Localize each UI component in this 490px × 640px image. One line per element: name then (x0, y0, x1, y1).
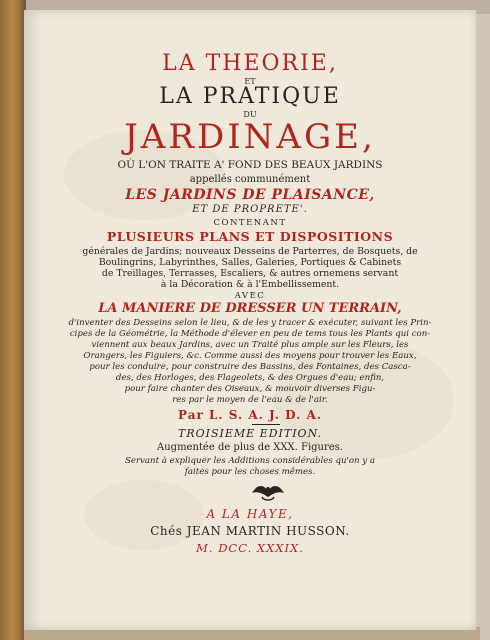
label-contenant: CONTENANT (213, 218, 287, 228)
subtitle-ou-lon: OÙ L'ON TRAITE A' FOND DES BEAUX JARDINS (117, 159, 383, 171)
servant-line-1: Servant à expliquer les Additions considérables qu'on y a (124, 456, 376, 466)
paragraph-line-6: des, des Horloges, des Flageolets, & des Orgues d'eau; enfin, (115, 373, 385, 383)
divider-rule (252, 424, 280, 425)
paragraph-line-4: Orangers, les Figuiers, &c. Comme aussi des moyens pour trouver les Eaux, (83, 351, 417, 361)
paragraph-line-1: d'inventer des Desseins selon le lieu, & de les y tracer & exécuter, suivant les Prin- (68, 318, 432, 328)
imprint-place: A LA HAYE, (206, 507, 294, 521)
title-et: ET (244, 77, 256, 86)
title-page (24, 10, 476, 630)
edition-line: TROISIEME EDITION. (178, 427, 322, 440)
paragraph-line-8: res par le moyen de l'eau & de l'air. (172, 395, 328, 405)
augmentee-line: Augmentée de plus de XXX. Figures. (157, 442, 343, 453)
subtitle-appelles: appellés communément (189, 174, 311, 185)
paragraph-line-3: viennent aux beaux Jardins, avec un Traité plus ample sur les Fleurs, les (91, 340, 409, 350)
imprint-printer: Chés JEAN MARTIN HUSSON. (150, 524, 350, 538)
paragraph-line-7: pour faire chanter des Oiseaux, & mouvoir diverses Figu- (124, 384, 376, 394)
printers-ornament-icon (248, 479, 288, 503)
heading-plusieurs-plans: PLUSIEURS PLANS ET DISPOSITIONS (106, 229, 394, 244)
paragraph-line-5: pour les conduire, pour construire des Bassins, des Fontaines, des Casca- (89, 362, 411, 372)
text-decoration: à la Décoration & à l'Embellissement. (160, 279, 340, 290)
title-jardinage: JARDINAGE, (124, 117, 376, 157)
author-line: Par L. S. A. J. D. A. (178, 408, 322, 422)
text-boulingrins: Boulingrins, Labyrinthes, Salles, Galeries, Portiques & Cabinets (98, 257, 402, 268)
title-la-pratique: LA PRATIQUE (159, 84, 341, 109)
title-la-theorie: LA THEORIE, (162, 51, 338, 76)
subtitle-et-proprete: ET DE PROPRETE'. (192, 204, 308, 215)
title-du: DU (243, 110, 257, 119)
paragraph-line-2: cipes de la Géométrie, la Méthode d'élever en peu de tems tous les Plants qui con- (69, 329, 431, 339)
text-treillages: de Treillages, Terrasses, Escaliers, & autres ornemens servant (101, 268, 399, 279)
subtitle-jardins-plaisance: LES JARDINS DE PLAISANCE, (125, 187, 375, 203)
imprint-date: M. DCC. XXXIX. (196, 541, 304, 555)
book-binding (0, 0, 26, 640)
text-generales: générales de Jardins; nouveaux Desseins de Parterres, de Bosquets, de (82, 246, 418, 257)
heading-maniere: LA MANIERE DE DRESSER UN TERRAIN, (98, 301, 402, 316)
servant-line-2: faites pour les choses mêmes. (184, 467, 316, 477)
label-avec: AVEC (234, 291, 266, 301)
